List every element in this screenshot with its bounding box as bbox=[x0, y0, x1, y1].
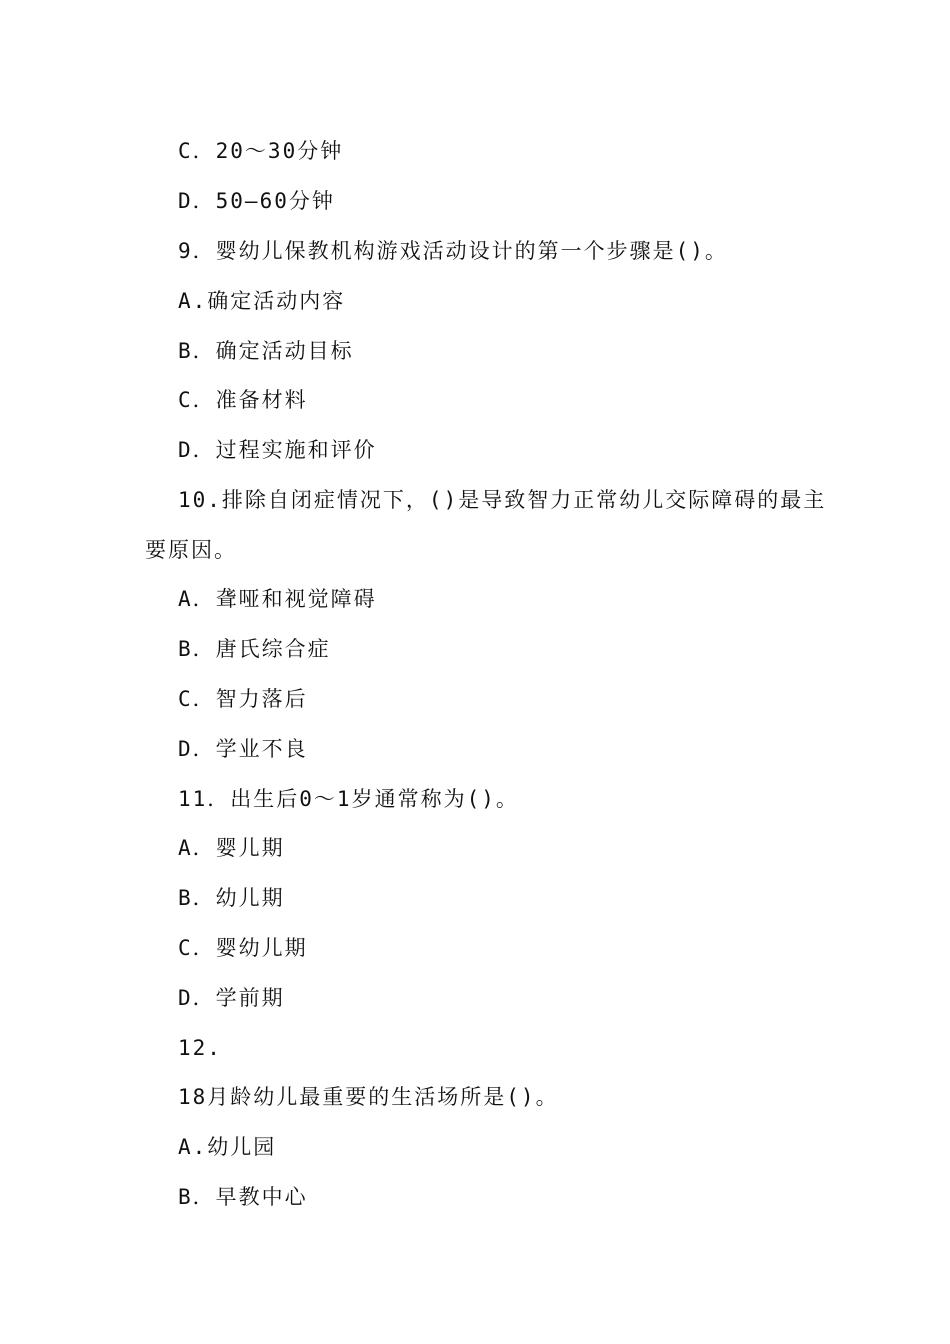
option-d-q10: D．学业不良 bbox=[178, 737, 308, 761]
question-10-continuation: 要原因。 bbox=[145, 538, 237, 562]
option-a-q12: A.幼儿园 bbox=[178, 1135, 277, 1159]
option-c-q9: C．准备材料 bbox=[178, 388, 308, 412]
option-d-q8: D．50—60分钟 bbox=[178, 189, 335, 213]
question-12-number: 12. bbox=[178, 1036, 222, 1060]
option-b-q9: B．确定活动目标 bbox=[178, 339, 354, 363]
option-b-q11: B．幼儿期 bbox=[178, 886, 285, 910]
question-9: 9．婴幼儿保教机构游戏活动设计的第一个步骤是()。 bbox=[178, 239, 728, 263]
option-a-q10: A．聋哑和视觉障碍 bbox=[178, 587, 377, 611]
question-10: 10.排除自闭症情况下，()是导致智力正常幼儿交际障碍的最主 bbox=[178, 488, 827, 512]
option-a-q11: A．婴儿期 bbox=[178, 836, 285, 860]
option-b-q10: B．唐氏综合症 bbox=[178, 637, 331, 661]
question-12: 18月龄幼儿最重要的生活场所是()。 bbox=[178, 1085, 559, 1109]
option-c-q10: C．智力落后 bbox=[178, 687, 308, 711]
question-11: 11．出生后0～1岁通常称为()。 bbox=[178, 787, 519, 811]
option-c-q8: C．20～30分钟 bbox=[178, 139, 344, 163]
option-a-q9: A.确定活动内容 bbox=[178, 289, 346, 313]
option-b-q12: B．早教中心 bbox=[178, 1185, 308, 1209]
option-d-q11: D．学前期 bbox=[178, 986, 285, 1010]
option-d-q9: D．过程实施和评价 bbox=[178, 438, 377, 462]
option-c-q11: C．婴幼儿期 bbox=[178, 936, 308, 960]
